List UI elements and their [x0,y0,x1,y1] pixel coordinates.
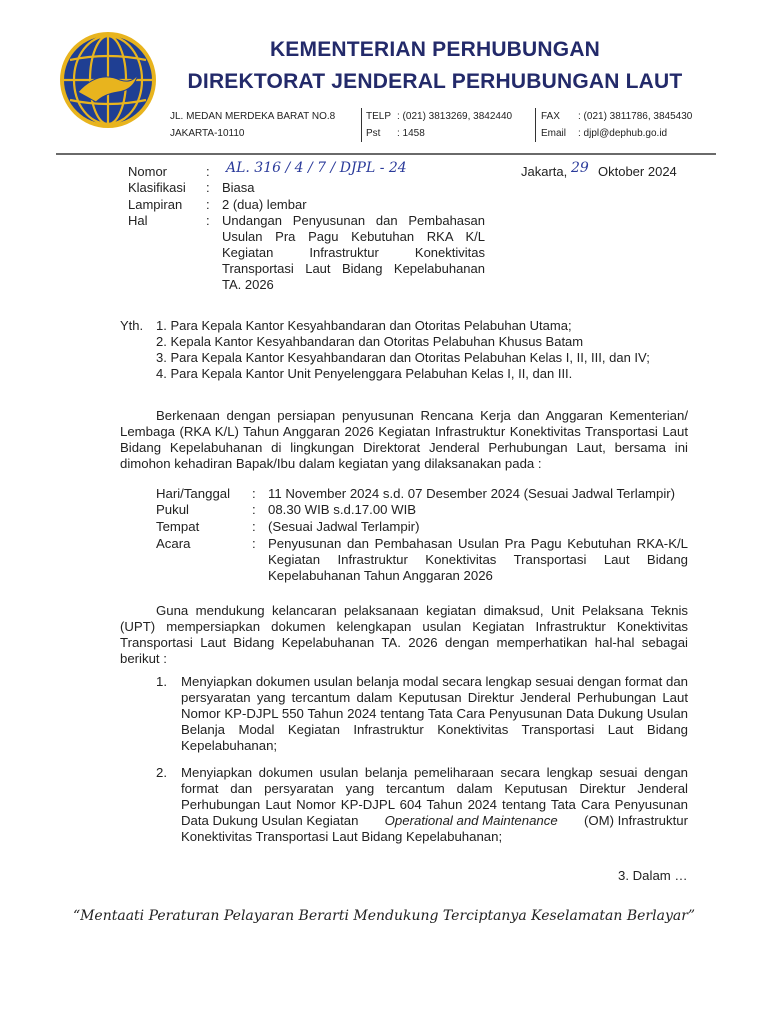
ministry-logo [58,30,158,130]
line-text: Data Dukung Usulan Kegiatan [181,813,359,828]
letterhead-rule [56,153,716,155]
colon: : [206,164,210,179]
hari-label: Hari/Tanggal [156,486,231,501]
header-divider [361,108,362,142]
hal-line: Usulan Pra Pagu Kebutuhan RKA K/L [222,229,485,244]
hal-line: TA. 2026 [222,277,274,292]
list-item-line: Belanja Modal Kegiatan Infrastruktur Konektivitas Transportasi Laut Bidang [181,722,688,737]
acara-line: Kepelabuhanan Tahun Anggaran 2026 [268,568,493,583]
directorate-name: DIREKTORAT JENDERAL PERHUBUNGAN LAUT [187,70,683,93]
list-item-line: Perhubungan Laut Nomor KP-DJPL 604 Tahun 2024 tentang Tata Cara Penyusunan [181,797,688,812]
header-divider [535,108,536,142]
pst-value: : 1458 [397,128,425,139]
list-item-line: Menyiapkan dokumen usulan belanja pemeliharaan secara lengkap sesuai dengan [181,765,688,780]
list-item-number: 1. [156,674,167,689]
para2-line: Guna mendukung kelancaran pelaksanaan kegiatan dimaksud, Unit Pelaksana Teknis [156,603,688,618]
recipient-item: 4. Para Kepala Kantor Unit Penyelenggara Pelabuhan Kelas I, II, dan III. [156,366,573,381]
date-place: Jakarta, [521,164,568,179]
list-item-line: Nomor KP-DJPL 550 Tahun 2024 tentang Tata Cara Penyusunan Data Dukung Usulan [181,706,688,721]
address-street: JL. MEDAN MERDEKA BARAT NO.8 [170,111,336,122]
pukul-value: 08.30 WIB s.d.17.00 WIB [268,502,417,517]
telp-value: : (021) 3813269, 3842440 [397,111,513,122]
date-month-year: Oktober 2024 [598,164,677,179]
colon: : [206,213,210,228]
footer-motto: “Mentaati Peraturan Pelayaran Berarti Mendukung Terciptanya Keselamatan Berlayar” [72,908,696,924]
list-item-line: format dan persyaratan yang tercantum dalam Keputusan Direktur Jenderal [181,781,688,796]
emphasis-text: Operational and Maintenance [384,813,558,828]
klasifikasi-value: Biasa [222,180,255,195]
para1-line: Lembaga (RKA K/L) Tahun Anggaran 2026 Kegiatan Infrastruktur Konektivitas Transportasi Laut [120,424,688,439]
list-item-line: Menyiapkan dokumen usulan belanja modal secara lengkap sesuai dengan format dan [181,674,688,689]
lampiran-value: 2 (dua) lembar [222,197,307,212]
acara-line: Penyusunan dan Pembahasan Usulan Pra Pagu Kebutuhan RKA-K/L [268,536,688,551]
email-label: Email [541,128,567,139]
tempat-value: (Sesuai Jadwal Terlampir) [268,519,420,534]
address-city: JAKARTA-10110 [170,128,245,139]
para1-line: Bidang Kepelabuhanan di lingkungan Direktorat Jenderal Perhubungan Laut, bersama ini [120,440,688,455]
fax-value: : (021) 3811786, 3845430 [578,111,693,122]
lampiran-label: Lampiran [128,197,183,212]
para2-line: berikut : [120,651,167,666]
list-item-line: persyaratan yang tercantum dalam Keputusan Direktur Jenderal Perhubungan Laut [181,690,688,705]
list-item-number: 2. [156,765,167,780]
para1-line: dimohon kehadiran Bapak/Ibu dalam kegiatan yang dilaksanakan pada : [120,456,542,471]
telp-label: TELP [366,111,392,122]
colon: : [252,536,256,551]
list-item-line [181,813,688,830]
email-value: : djpl@dephub.go.id [578,128,668,139]
list-item-line: Konektivitas Transportasi Laut Bidang Kepelabuhanan; [181,829,503,844]
colon: : [252,519,256,534]
colon: : [206,197,210,212]
para1-line: Berkenaan dengan persiapan penyusunan Rencana Kerja dan Anggaran Kementerian/ [156,408,688,423]
pukul-label: Pukul [156,502,189,517]
nomor-label: Nomor [128,164,168,179]
hari-value: 11 November 2024 s.d. 07 Desember 2024 (Sesuai Jadwal Terlampir) [268,486,676,501]
page-continuation: 3. Dalam … [618,868,688,883]
hal-line: Kegiatan Infrastruktur Konektivitas [222,245,485,260]
tempat-label: Tempat [156,519,200,534]
acara-line: Kegiatan Infrastruktur Konektivitas Transportasi Laut Bidang [268,552,688,567]
hal-line: Transportasi Laut Bidang Kepelabuhanan [222,261,485,276]
acara-label: Acara [156,536,191,551]
list-item-line: Kepelabuhanan; [181,738,278,753]
pst-label: Pst [366,128,381,139]
date-day: 29 [571,160,589,176]
colon: : [252,502,256,517]
nomor-value: AL. 316 / 4 / 7 / DJPL - 24 [226,160,407,176]
fax-label: FAX [541,111,560,122]
recipient-item: 2. Kepala Kantor Kesyahbandaran dan Otoritas Pelabuhan Khusus Batam [156,334,584,349]
klasifikasi-label: Klasifikasi [128,180,186,195]
line-text: (OM) Infrastruktur [583,813,688,828]
ministry-name: KEMENTERIAN PERHUBUNGAN [269,38,601,61]
hal-line: Undangan Penyusunan dan Pembahasan [222,213,485,228]
para2-line: Transportasi Laut Bidang Kepelabuhanan TA. 2026 dengan memperhatikan hal-hal sebagai [120,635,688,650]
colon: : [206,180,210,195]
hal-label: Hal [128,213,148,228]
colon: : [252,486,256,501]
recipient-item: 3. Para Kepala Kantor Kesyahbandaran dan Otoritas Pelabuhan Kelas I, II, III, dan IV; [156,350,650,365]
recipients-label: Yth. [120,318,144,333]
recipient-item: 1. Para Kepala Kantor Kesyahbandaran dan Otoritas Pelabuhan Utama; [156,318,572,333]
para2-line: (UPT) mempersiapkan dokumen kelengkapan usulan Kegiatan Infrastruktur Konektivitas [120,619,688,634]
